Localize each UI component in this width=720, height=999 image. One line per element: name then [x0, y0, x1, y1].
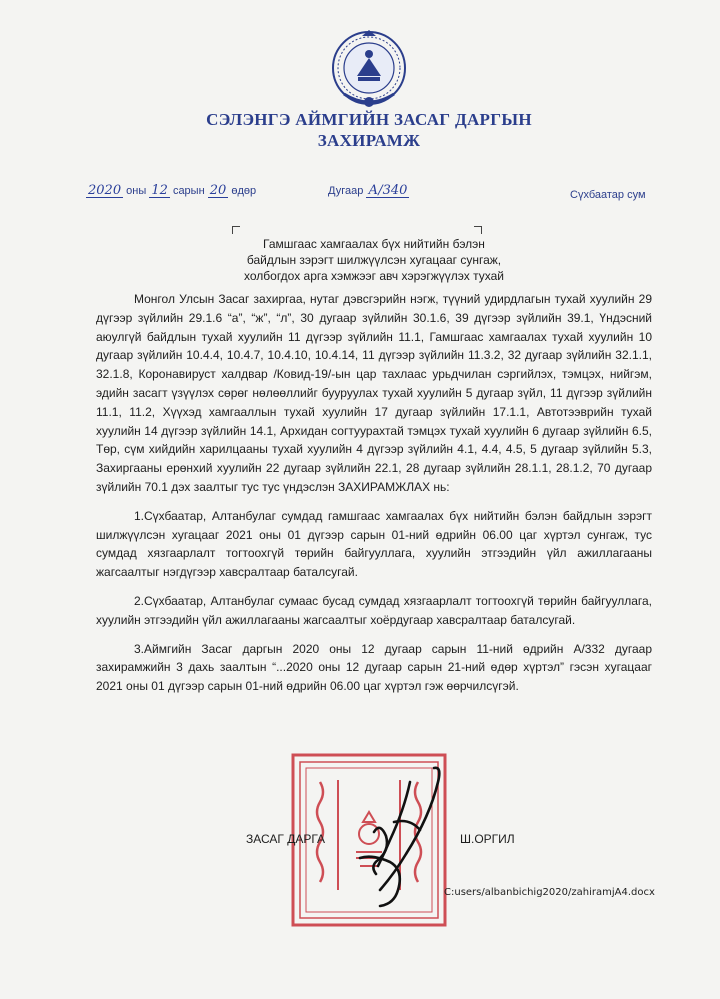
document-date [86, 184, 256, 198]
subject-corner-left [232, 226, 240, 234]
document-body [96, 290, 652, 696]
subject-line: холбогдох арга хэмжээг авч хэрэгжүүлэх тухай [244, 269, 504, 283]
date-month-suffix: сарын [172, 185, 205, 197]
subject-line: байдлын зэрэгт шилжүүлсэн хугацааг сунгаж, [246, 253, 502, 267]
document-number [328, 184, 409, 198]
handwritten-signature [350, 762, 450, 912]
order-item-1: 1.Сүхбаатар, Алтанбулаг сумдад гамшгаас хамгаалах бүх нийтийн бэлэн байдлын зэрэгт шилжүүлсэн хугацааг 2021 оны 01 дүгээр сарын 01-ний өдрийн 06.00 цаг хүртэл сунгаж, тус сумдад хязгаарлалт тогтоохгүй төрийн байгууллага, хуулийн этгээдийн үйл ажиллагааны жагсаалтыг нэгдүгээр хавсралтаар баталсугай. [96, 508, 652, 580]
order-item-3: 3.Аймгийн Засаг даргын 2020 оны 12 дугаар сарын 11-ний өдрийн А/332 дугаар захирамжийн 3 дахь заалтын “...2020 оны 12 дугаар сарын 21-ний өдөр хүртэл” гэсэн хугацааг 2021 оны 01 дүгээр сарын 01-ний өдрийн 06.00 цаг хүртэл гэж өөрчилсүгэй. [96, 641, 652, 694]
file-path-footer: C:users/albanbichig2020/zahiramjA4.docx [444, 887, 655, 898]
number-value: А/340 [368, 183, 408, 198]
preamble-paragraph: Монгол Улсын Засаг захиргаа, нутаг дэвсгэрийн нэгж, түүний удирдлагын тухай хуулийн 29 дүгээр зүйлийн 29.1.6 “а”, “ж”, “л”, 30 дугаар зүйлийн 30.1.6, 39 дүгээр зүйлийн 39.1, Үндэсний аюулгүй байдлын тухай хуулийн 11 дүгээр зүйлийн 11.1, Гамшгаас хамгаалах тухай хуулийн 10 дугаар зүйлийн 10.4.4, 10.4.7, 10.4.10, 10.4.14, 11 дүгээр зүйлийн 11.3.2, 32 дугаар зүйлийн 32.1.1, 32.1.8, Коронавируст халдвар /Ковид-19/-ын цар тахлаас урьдчилан сэргийлэх, тэмцэх, нийгэм, эдийн засагт үзүүлэх сөрөг нөлөөллийг бууруулах тухай хуулийн 5 дугаар зүйл, 11 дүгээр зүйлийн 11.1, 11.2, Хүүхэд хамгааллын тухай хуулийн 17 дугаар зүйлийн 17.1.1, Автотээврийн тухай хуулийн 14 дүгээр зүйлийн 14.1, Архидан согтуурахтай тэмцэх тухай хуулийн 6 дугаар зүйлийн 6.5, Төр, сүм хийдийн харилцааны тухай хуулийн 4 дүгээр зүйлийн 4.1, 4.4, 4.5, 5 дугаар зүйлийн 5.3, Захиргааны ерөнхий хуулийн 22 дугаар зүйлийн 22.1, 28 дугаар зүйлийн 28.1.1, 28.1.2, 70 дугаар зүйлийн 70.1 дэх заалтыг тус тус үндэслэн ЗАХИРАМЖЛАХ нь: [96, 292, 652, 494]
signatory-title: ЗАСАГ ДАРГА [246, 832, 326, 846]
signatory-name: Ш.ОРГИЛ [460, 832, 515, 846]
subject-line: Гамшгаас хамгаалах бүх нийтийн бэлэн [263, 237, 485, 251]
issuing-authority-title: СЭЛЭНГЭ АЙМГИЙН ЗАСАГ ДАРГЫН [206, 110, 532, 129]
date-year: 2020 [88, 183, 122, 198]
document-type-title: ЗАХИРАМЖ [317, 131, 421, 150]
number-label: Дугаар [328, 185, 364, 197]
document-subject [232, 236, 516, 284]
date-day: 20 [209, 183, 227, 198]
date-year-suffix: оны [126, 185, 147, 197]
issue-place: Сүхбаатар сум [570, 189, 646, 201]
state-emblem-icon [328, 28, 410, 112]
date-day-suffix: өдөр [231, 185, 257, 197]
subject-corner-right [474, 226, 482, 234]
order-item-2: 2.Сүхбаатар, Алтанбулаг сумаас бусад сумдад хязгаарлалт тогтоохгүй төрийн байгууллага, хуулийн этгээдийн үйл ажиллагааны жагсаалтыг хоёрдугаар хавсралтаар баталсугай. [96, 593, 652, 627]
date-month: 12 [151, 183, 168, 198]
